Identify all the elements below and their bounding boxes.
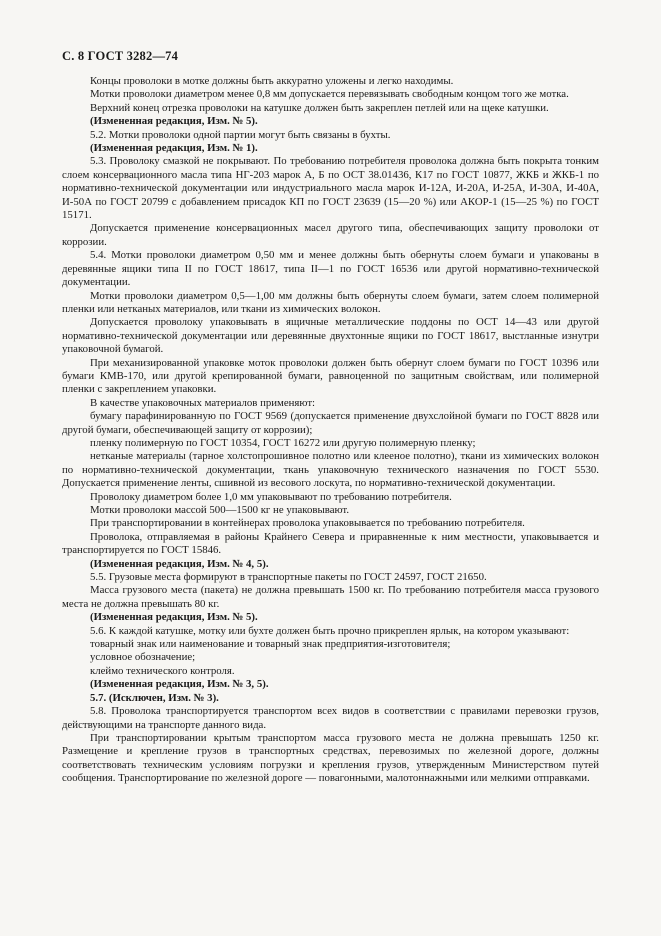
paragraph: клеймо технического контроля. xyxy=(90,664,235,677)
paragraph: 5.2. Мотки проволоки одной партии могут быть связаны в бухты. xyxy=(90,128,391,141)
paragraph: В качестве упаковочных материалов применяют: xyxy=(90,396,316,409)
paragraph: 5.6. К каждой катушке, мотку или бухте должен быть прочно прикреплен ярлык, на котором указывают: xyxy=(90,624,570,637)
paragraph: Концы проволоки в мотке должны быть аккуратно уложены и легко находимы. xyxy=(90,75,454,87)
paragraph: условное обозначение; xyxy=(90,651,196,664)
paragraph: бумагу парафинированную по ГОСТ 9569 (допускается применение двухслойной бумаги по ГОСТ 8828 или другой бумаги, обеспечивающей защиту от коррозии); xyxy=(62,410,599,436)
revision-note: (Измененная редакция, Изм. № 5). xyxy=(90,115,258,128)
revision-note: 5.7. (Исключен, Изм. № 3). xyxy=(90,691,219,704)
revision-note: (Измененная редакция, Изм. № 1). xyxy=(90,142,258,155)
paragraph: Верхний конец отрезка проволоки на катушке должен быть закреплен петлей или на щеке катушки. xyxy=(90,101,549,114)
paragraph: товарный знак или наименование и товарный знак предприятия-изготовителя; xyxy=(90,638,451,651)
revision-note: (Измененная редакция, Изм. № 3, 5). xyxy=(90,678,269,691)
paragraph: 5.5. Грузовые места формируют в транспортные пакеты по ГОСТ 24597, ГОСТ 21650. xyxy=(90,571,487,584)
paragraph: Допускается применение консервационных масел другого типа, обеспечивающих защиту проволоки от коррозии. xyxy=(62,222,599,248)
paragraph: Проволоку диаметром более 1,0 мм упаковывают по требованию потребителя. xyxy=(90,490,452,503)
paragraph: нетканые материалы (тарное холстопрошивное полотно или клееное полотно), ткани из химических волокон по нормативно-технической документации, ткань упаковочную технического назначения по ГОСТ 5530. Допускается применение ленты, сшивной из весового лоскута, по нормативно-технической документации. xyxy=(62,450,599,490)
paragraph: При механизированной упаковке моток проволоки должен быть обернут слоем бумаги по ГОСТ 10396 или бумаги КМВ-170, или другой крепированной бумаги, равноценной по защитным свойствам, или полимерной пленки с закреплением упаковки. xyxy=(62,356,599,396)
paragraph: Мотки проволоки массой 500—1500 кг не упаковывают. xyxy=(90,504,350,516)
paragraph: Допускается проволоку упаковывать в ящичные металлические поддоны по ОСТ 14—43 или другой нормативно-технической документации или деревянные двухтонные ящики по ГОСТ 18617, выстланные изнутри упаковочной бумагой. xyxy=(62,316,599,356)
paragraph: Мотки проволоки диаметром 0,5—1,00 мм должны быть обернуты слоем бумаги, затем слоем полимерной пленки или нетканых материалов, или ткани из химических волокон. xyxy=(62,289,599,315)
paragraph: 5.8. Проволока транспортируется транспортом всех видов в соответствии с правилами перевозки грузов, действующими на транспорте данного вида. xyxy=(62,705,599,731)
paragraph: Масса грузового места (пакета) не должна превышать 1500 кг. По требованию потребителя масса грузового места не должна превышать 80 кг. xyxy=(62,584,599,610)
paragraph: Мотки проволоки диаметром менее 0,8 мм допускается перевязывать свободным концом того же мотка. xyxy=(90,88,569,101)
paragraph: При транспортировании в контейнерах проволока упаковывается по требованию потребителя. xyxy=(90,517,525,530)
paragraph: При транспортировании крытым транспортом масса грузового места не должна превышать 1250 кг. Размещение и крепление грузов в транспортных средствах, перевозимых по железной дороге, должны соответствовать техническим условиям погрузки и крепления грузов, утвержденным Министерством путей сообщения. Транспортирование по железной дороге — повагонными, малотоннажными или мелкими отправками. xyxy=(62,731,599,785)
revision-note: (Измененная редакция, Изм. № 4, 5). xyxy=(90,557,269,570)
document-body xyxy=(62,75,599,786)
page-header: С. 8 ГОСТ 3282—74 xyxy=(62,49,179,63)
revision-note: (Измененная редакция, Изм. № 5). xyxy=(90,611,258,624)
paragraph: пленку полимерную по ГОСТ 10354, ГОСТ 16272 или другую полимерную пленку; xyxy=(90,436,476,449)
paragraph: Проволока, отправляемая в районы Крайнего Севера и приравненные к ним местности, упаковывается и транспортируется по ГОСТ 15846. xyxy=(62,530,599,557)
paragraph: 5.3. Проволоку смазкой не покрывают. По требованию потребителя проволока должна быть покрыта тонким слоем консервационного масла типа НГ-203 марок А, Б по ОСТ 38.01436, К17 по ГОСТ 10877, ЖКБ и ЖКБ-1 по нормативно-технической документации или индустриального масла марок И-12А, И-20А, И-25А, И-30А, И-40А, И-50А по ГОСТ 20799 с добавлением присадок КП по ГОСТ 23639 (15—20 %) или АКОР-1 (15—25 %) по ГОСТ 15171. xyxy=(62,155,599,222)
paragraph: 5.4. Мотки проволоки диаметром 0,50 мм и менее должны быть обернуты слоем бумаги и упакованы в деревянные ящики типа II по ГОСТ 18617, типа II—1 по ГОСТ 16536 или другой нормативно-технической документации. xyxy=(62,249,599,289)
